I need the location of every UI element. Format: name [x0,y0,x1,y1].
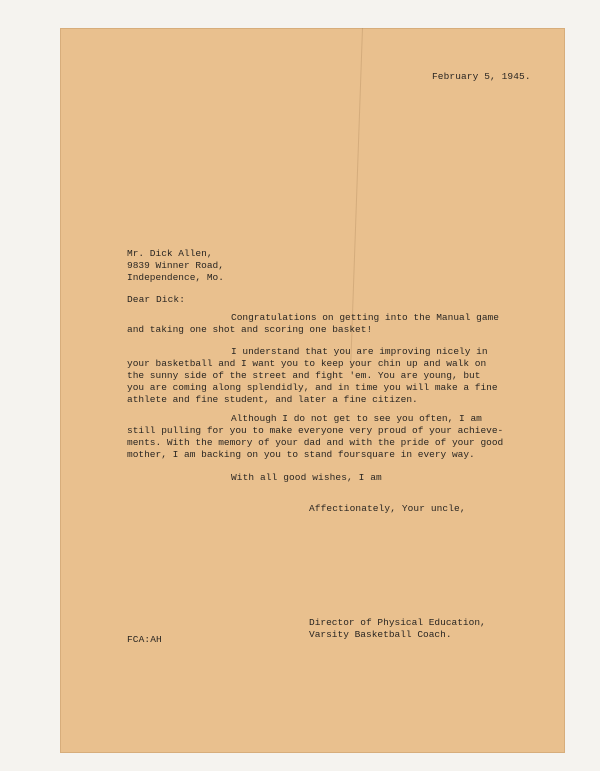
typist-initials: FCA:AH [127,634,162,645]
address-line: Mr. Dick Allen, [127,248,213,259]
paragraph-line: ments. With the memory of your dad and with the pride of your good [127,437,504,448]
recipient-address [127,248,224,284]
paragraph-line: Congratulations on getting into the Manual game [231,312,499,323]
paragraph-line: I understand that you are improving nicely in [231,346,488,357]
title-line: Varsity Basketball Coach. [309,629,452,640]
paragraph-line: athlete and fine student, and later a fine citizen. [127,394,418,405]
signoff: Affectionately, Your uncle, [309,503,466,514]
salutation: Dear Dick: [127,294,186,305]
letter-date: February 5, 1945. [432,71,531,82]
paragraph-line: you are coming along splendidly, and in time you will make a fine [127,382,498,393]
address-line: Independence, Mo. [127,272,224,283]
paragraph-line: your basketball and I want you to keep your chin up and walk on [127,358,487,369]
paragraph-2 [127,346,498,406]
address-line: 9839 Winner Road, [127,260,224,271]
paragraph-line: still pulling for you to make everyone very proud of your achieve- [127,425,504,436]
title-line: Director of Physical Education, [309,617,486,628]
paragraph-line: Although I do not get to see you often, I am [231,413,482,424]
paragraph-1 [127,312,499,336]
paragraph-line: and taking one shot and scoring one basket! [127,324,373,335]
paragraph-3 [127,413,503,461]
paragraph-line: the sunny side of the street and fight 'em. You are young, but [127,370,481,381]
closing-line: With all good wishes, I am [231,472,382,483]
paragraph-line: mother, I am backing on you to stand foursquare in every way. [127,449,475,460]
signer-title [309,617,486,641]
